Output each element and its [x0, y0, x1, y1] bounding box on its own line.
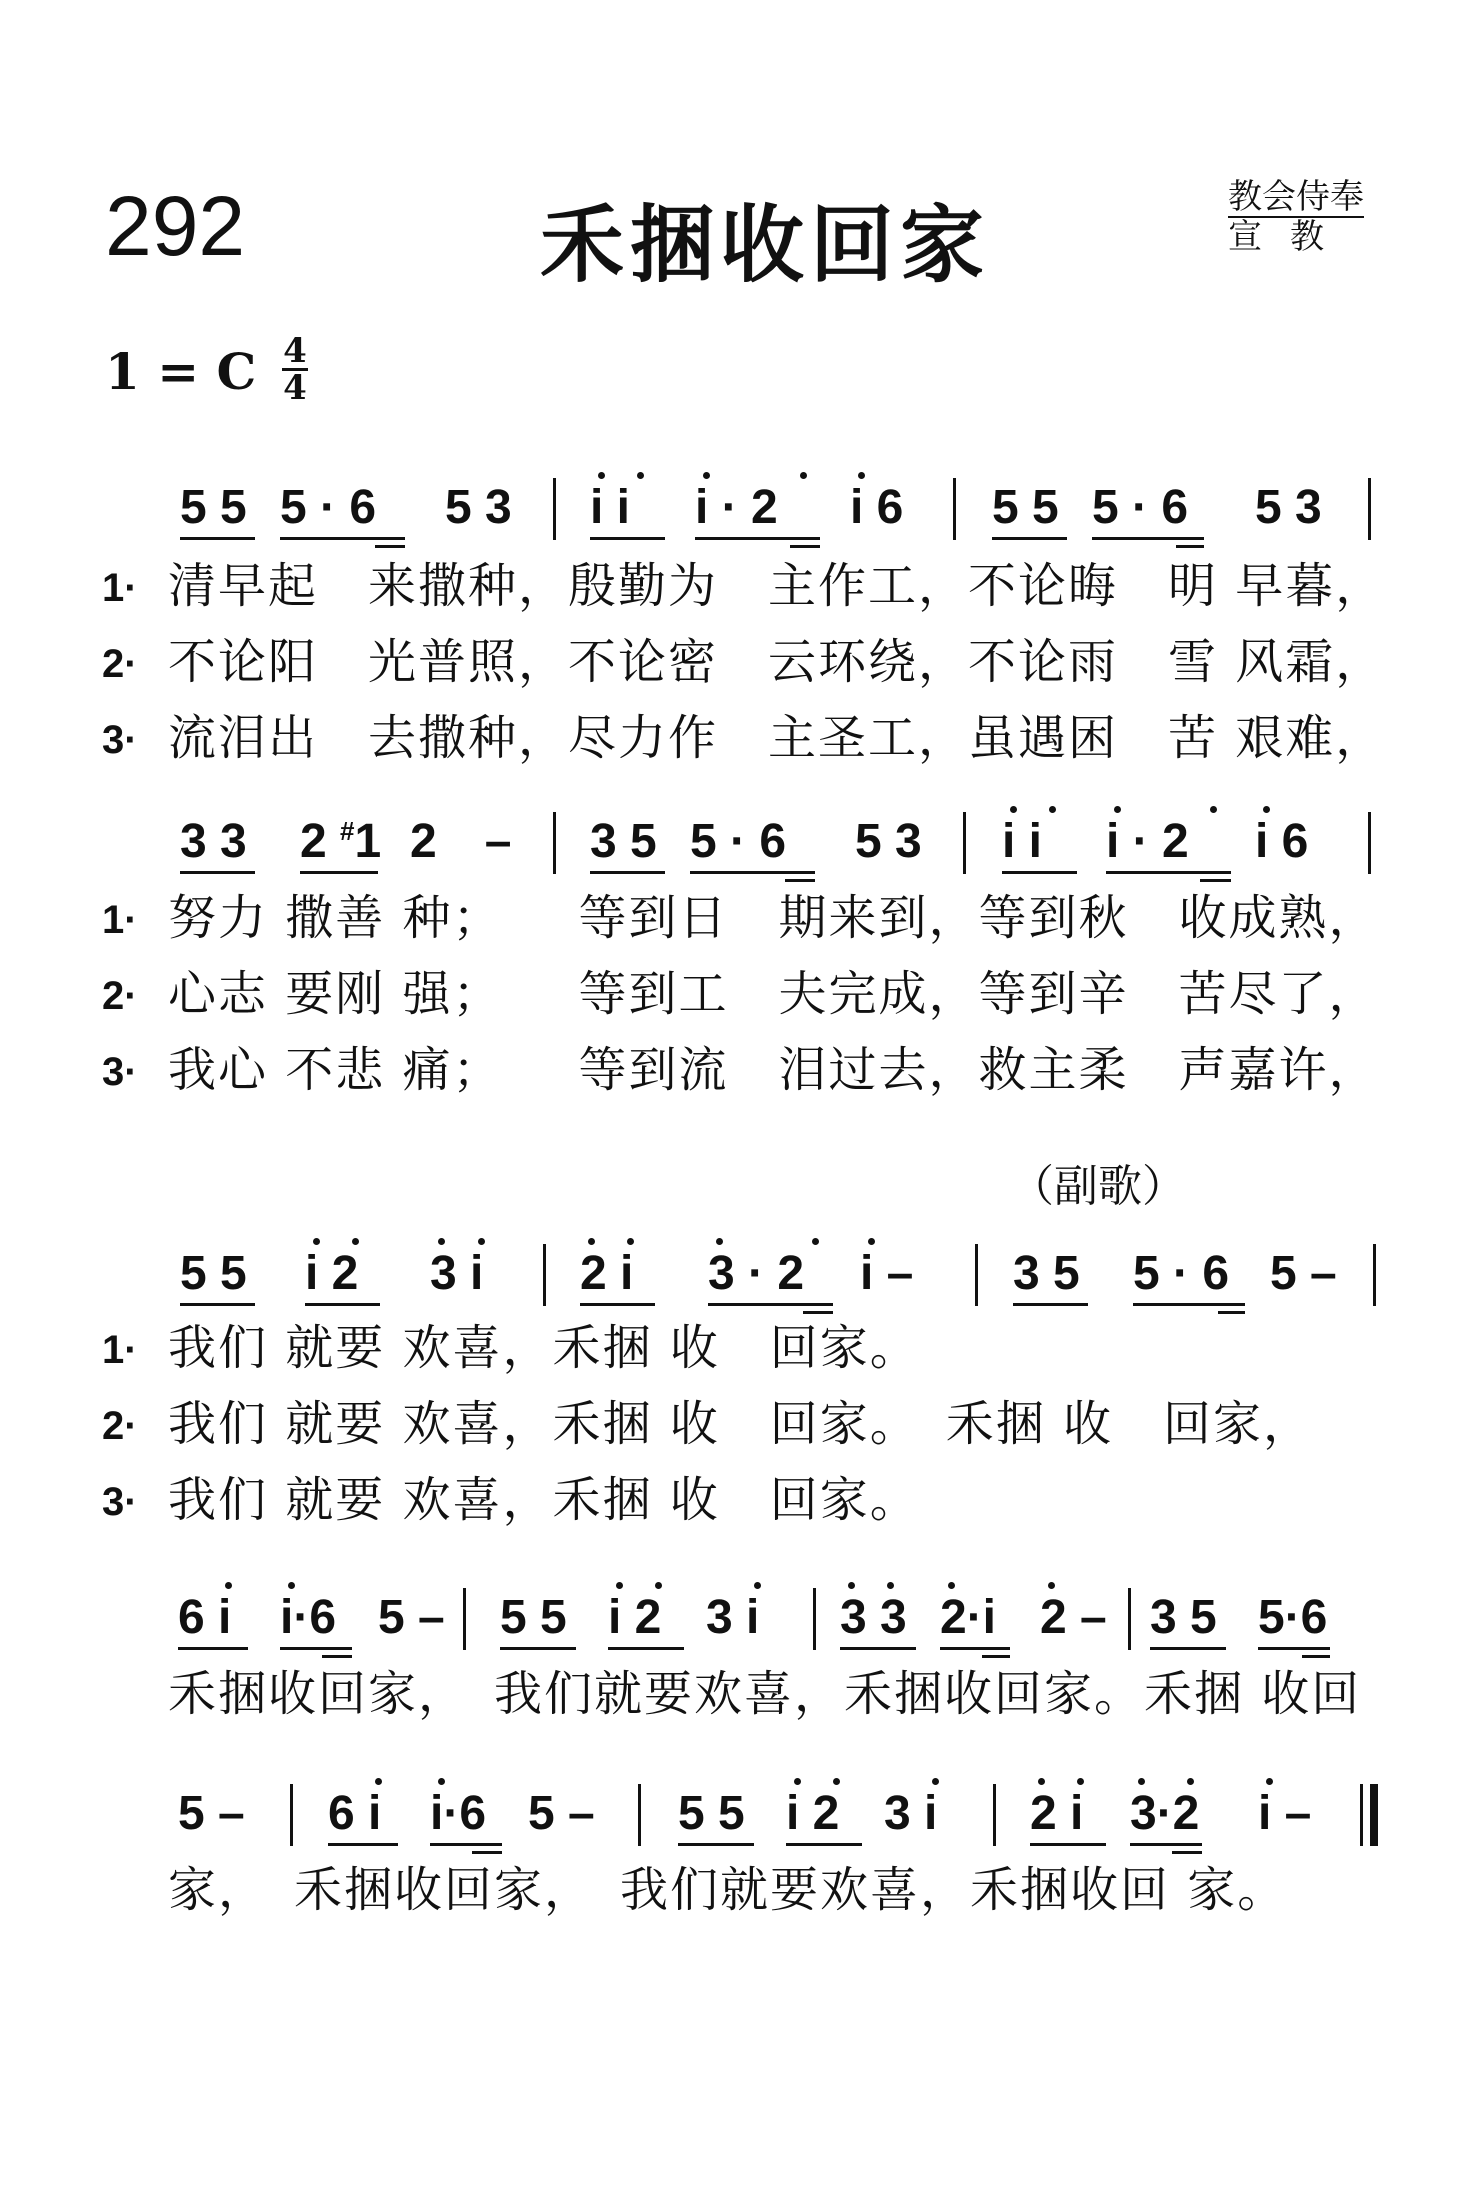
barline [638, 1784, 641, 1846]
beam [690, 871, 815, 874]
beam [992, 537, 1067, 540]
beam [840, 1647, 916, 1650]
measure-notes: 5 3 [445, 481, 512, 534]
lyric-line: 家， 禾捆收回家， 我们就要欢喜，禾捆收回 家。 [168, 1862, 1288, 1918]
high-dot [1048, 1582, 1055, 1589]
measure-notes: 6 i [328, 1787, 382, 1840]
barline [553, 812, 556, 874]
beam [305, 1303, 380, 1306]
lyric-line: 我们 就要 欢喜，禾捆 收 回家。 [168, 1320, 920, 1376]
measure-notes: 5 · 6 [1092, 481, 1189, 534]
high-dot [478, 1238, 485, 1245]
measure-notes: i 6 [850, 481, 904, 534]
beam [940, 1647, 1010, 1650]
beam [1092, 537, 1204, 540]
beam [1200, 879, 1231, 882]
measure-notes: i 2 [305, 1247, 359, 1300]
high-dot [812, 1238, 819, 1245]
barline [290, 1784, 293, 1846]
measure-notes: 5 – [528, 1787, 595, 1840]
barline [993, 1784, 996, 1846]
measure-notes: 2·i [940, 1591, 997, 1644]
high-dot [288, 1582, 295, 1589]
beam [180, 871, 255, 874]
high-dot [588, 1238, 595, 1245]
measure-notes: 3 i [706, 1591, 760, 1644]
verse-number: 1· [102, 566, 138, 610]
barline [1128, 1588, 1131, 1650]
high-dot [868, 1238, 875, 1245]
measure-notes: 5 3 [855, 815, 922, 868]
high-dot [655, 1582, 662, 1589]
hymn-number: 292 [105, 179, 246, 273]
measure-notes: 5 · 6 [1133, 1247, 1230, 1300]
high-dot [313, 1238, 320, 1245]
high-dot [637, 472, 644, 479]
beam [322, 1655, 352, 1658]
high-dot [1138, 1778, 1145, 1785]
beam [785, 879, 815, 882]
beam [790, 545, 820, 548]
high-dot [1114, 806, 1121, 813]
high-dot [800, 472, 807, 479]
beam [1013, 1303, 1088, 1306]
subcategory-label: 宣教 [1228, 217, 1352, 257]
beam [1176, 545, 1204, 548]
beam [1150, 1647, 1226, 1650]
lyric-line: 不论阳 光普照，不论密 云环绕，不论雨 雪 风霜， [168, 634, 1386, 690]
beam [580, 1303, 655, 1306]
high-dot [225, 1582, 232, 1589]
time-signature-bottom: 4 [283, 368, 307, 408]
final-barline-thick [1370, 1784, 1378, 1846]
measure-notes: 5 5 [500, 1591, 567, 1644]
verse-number: 1· [102, 1328, 138, 1372]
high-dot [716, 1238, 723, 1245]
high-dot [794, 1778, 801, 1785]
measure-notes: 6 i [178, 1591, 232, 1644]
beam [375, 545, 405, 548]
high-dot [1077, 1778, 1084, 1785]
beam [180, 1303, 255, 1306]
barline [463, 1588, 466, 1650]
beam [328, 1843, 398, 1846]
high-dot [1049, 806, 1056, 813]
measure-notes: 3 5 [1013, 1247, 1080, 1300]
high-dot [848, 1582, 855, 1589]
measure-notes: 3 3 [840, 1591, 907, 1644]
measure-notes: 5 · 6 [690, 815, 787, 868]
high-dot [438, 1238, 445, 1245]
barline [553, 478, 556, 540]
high-dot [1266, 1778, 1273, 1785]
time-signature [280, 331, 310, 408]
measure-notes: 5 5 [678, 1787, 745, 1840]
final-barline-thin [1360, 1784, 1363, 1846]
measure-notes: 5 5 [180, 1247, 247, 1300]
beam [678, 1843, 754, 1846]
beam [280, 537, 405, 540]
high-dot [438, 1778, 445, 1785]
lyric-line: 流泪出 去撒种，尽力作 主圣工，虽遇困 苦 艰难， [168, 710, 1386, 766]
high-dot [833, 1778, 840, 1785]
beam [1002, 871, 1077, 874]
barline [975, 1244, 978, 1306]
verse-number: 1· [102, 898, 138, 942]
lyric-line: 我们 就要 欢喜，禾捆 收 回家。 [168, 1472, 920, 1528]
measure-notes: 5 5 [992, 481, 1059, 534]
lyric-line: 清早起 来撒种，殷勤为 主作工，不论晦 明 早暮， [168, 558, 1386, 614]
measure-notes: i · 2 [695, 481, 778, 534]
measure-notes: 5 3 [1255, 481, 1322, 534]
beam [300, 871, 378, 874]
high-dot [352, 1238, 359, 1245]
lyric-line: 努力 撒善 种； 等到日 期来到，等到秋 收成熟， [168, 890, 1379, 946]
high-dot [616, 1582, 623, 1589]
high-dot [703, 472, 710, 479]
beam [786, 1843, 862, 1846]
high-dot [932, 1778, 939, 1785]
beam [178, 1647, 248, 1650]
measure-notes: 5·6 [1258, 1591, 1328, 1644]
barline [813, 1588, 816, 1650]
high-dot [1263, 806, 1270, 813]
beam [1218, 1311, 1245, 1314]
barline [1373, 1244, 1376, 1306]
beam [1258, 1647, 1330, 1650]
high-dot [858, 472, 865, 479]
lyric-line: 我们 就要 欢喜，禾捆 收 回家。 禾捆 收 回家， [168, 1396, 1314, 1452]
measure-notes: 5 5 [180, 481, 247, 534]
beam [1302, 1655, 1330, 1658]
beam [430, 1843, 502, 1846]
measure-notes: i i [590, 481, 631, 534]
measure-notes: 2 i [580, 1247, 634, 1300]
beam [982, 1655, 1010, 1658]
beam [500, 1647, 576, 1650]
high-dot [1187, 1778, 1194, 1785]
high-dot [1038, 1778, 1045, 1785]
measure-notes: 3 5 [590, 815, 657, 868]
measure-notes: 5 · 6 [280, 481, 377, 534]
measure-notes: 2 #1 [300, 815, 382, 868]
time-signature-top: 4 [283, 331, 307, 371]
measure-notes: i – [1258, 1787, 1312, 1840]
high-dot [948, 1582, 955, 1589]
high-dot [754, 1582, 761, 1589]
measure-notes: i·6 [430, 1787, 487, 1840]
measure-notes: 2 – [1040, 1591, 1107, 1644]
key-signature: 1 = C [105, 342, 257, 401]
beam [1106, 871, 1231, 874]
measure-notes: i · 2 [1106, 815, 1189, 868]
beam [608, 1647, 684, 1650]
lyric-line: 心志 要刚 强； 等到工 夫完成，等到辛 苦尽了， [168, 966, 1379, 1022]
high-dot [627, 1238, 634, 1245]
beam [1130, 1843, 1202, 1846]
beam [695, 537, 820, 540]
hymn-title: 禾捆收回家 [540, 195, 991, 294]
verse-number: 2· [102, 974, 138, 1018]
refrain-label: （副歌） [1010, 1161, 1186, 1212]
high-dot [1210, 806, 1217, 813]
verse-number: 2· [102, 642, 138, 686]
measure-notes: 3 5 [1150, 1591, 1217, 1644]
measure-notes: 3 3 [180, 815, 247, 868]
measure-notes: 2 – [410, 815, 512, 868]
verse-number: 3· [102, 718, 138, 762]
barline [1368, 478, 1371, 540]
measure-notes: 3·2 [1130, 1787, 1200, 1840]
measure-notes: 3 i [884, 1787, 938, 1840]
beam [472, 1851, 502, 1854]
high-dot [1010, 806, 1017, 813]
barline [1368, 812, 1371, 874]
barline [963, 812, 966, 874]
high-dot [375, 1778, 382, 1785]
beam [280, 1647, 352, 1650]
verse-number: 3· [102, 1480, 138, 1524]
measure-notes: 5 – [378, 1591, 445, 1644]
measure-notes: 5 – [1270, 1247, 1337, 1300]
high-dot [598, 472, 605, 479]
barline [953, 478, 956, 540]
measure-notes: i i [1002, 815, 1043, 868]
beam [1030, 1843, 1106, 1846]
barline [543, 1244, 546, 1306]
verse-number: 3· [102, 1050, 138, 1094]
verse-number: 2· [102, 1404, 138, 1448]
category-label: 教会侍奉 [1228, 177, 1364, 217]
measure-notes: i·6 [280, 1591, 337, 1644]
measure-notes: 2 i [1030, 1787, 1084, 1840]
measure-notes: i 2 [608, 1591, 662, 1644]
lyric-line: 我心 不悲 痛； 等到流 泪过去，救主柔 声嘉许， [168, 1042, 1379, 1098]
beam [803, 1311, 833, 1314]
lyric-line: 禾捆收回家， 我们就要欢喜，禾捆收回家。禾捆 收回 [168, 1666, 1362, 1722]
beam [1133, 1303, 1245, 1306]
beam [590, 871, 665, 874]
measure-notes: i – [860, 1247, 914, 1300]
measure-notes: 5 – [178, 1787, 245, 1840]
beam [1172, 1851, 1202, 1854]
measure-notes: 3 · 2 [708, 1247, 805, 1300]
beam [590, 537, 665, 540]
high-dot [887, 1582, 894, 1589]
beam [180, 537, 255, 540]
beam [708, 1303, 833, 1306]
measure-notes: 3 i [430, 1247, 484, 1300]
measure-notes: i 6 [1255, 815, 1309, 868]
measure-notes: i 2 [786, 1787, 840, 1840]
